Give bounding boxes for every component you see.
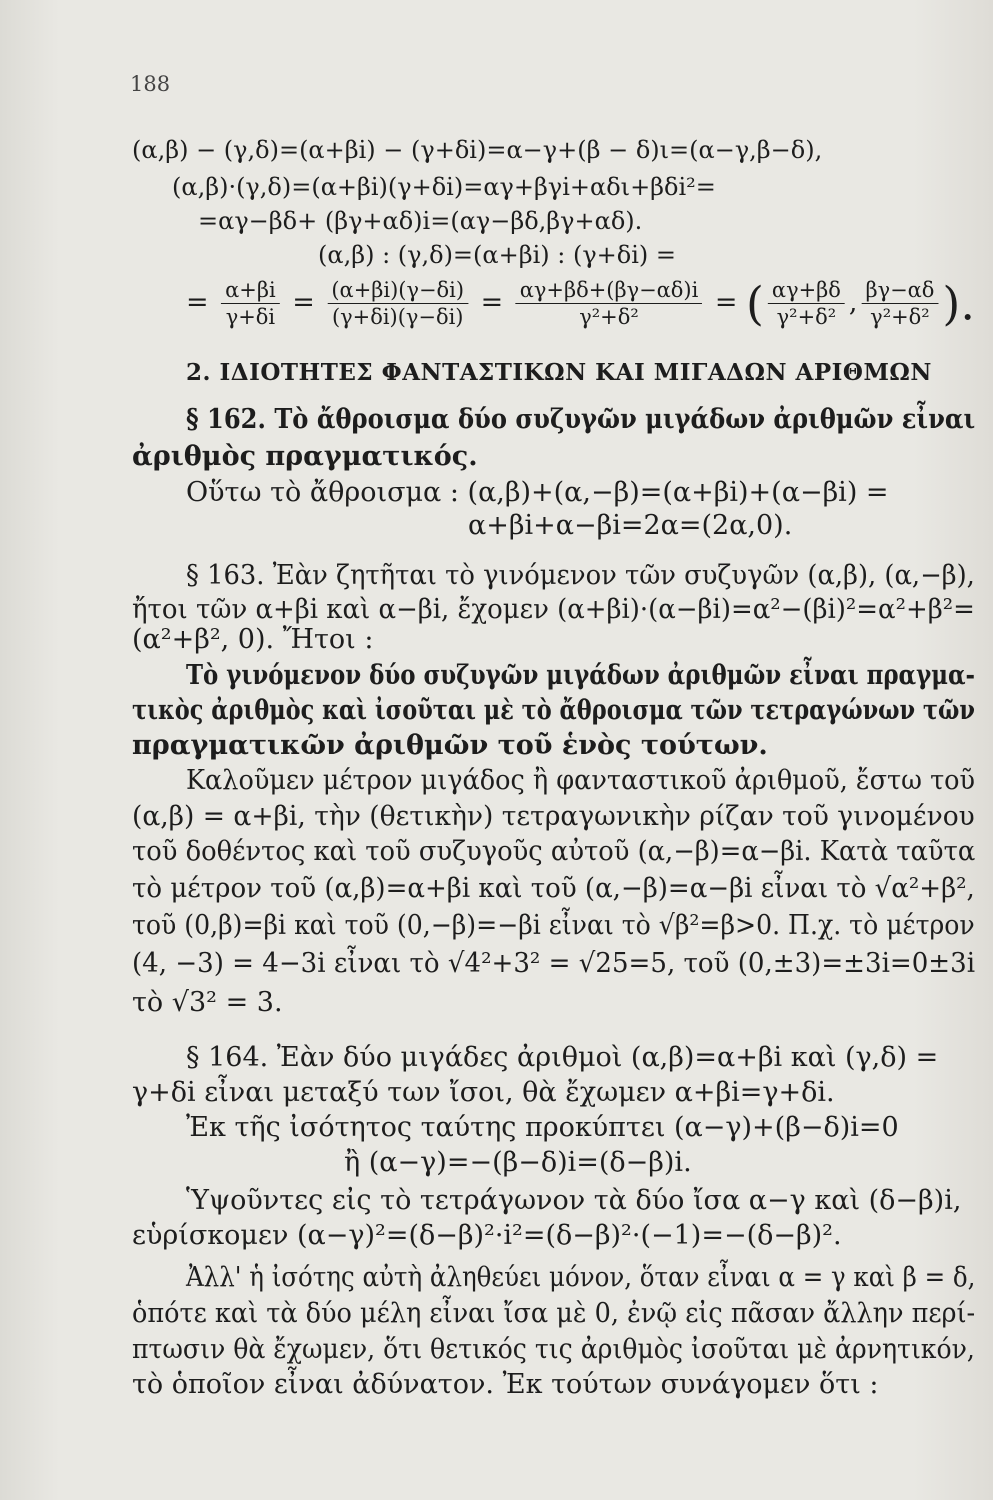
para-164-line-9: πτωσιν θὰ ἔχωμεν, ὅτι θετικός τις ἀριθμὸς ἰσοῦται μὲ ἀρνητικόν, — [132, 1334, 975, 1365]
para-164-line-10: τὸ ὁποῖον εἶναι ἀδύνατον. Ἐκ τούτων συνάγομεν ὅτι : — [132, 1369, 879, 1400]
para-162-line-3: Οὕτω τὸ ἄθροισμα : (α,β)+(α,−β)=(α+βi)+(α−βi) = — [186, 477, 889, 508]
modulus-line-3: τοῦ δοθέντος καὶ τοῦ συζυγοῦς αὐτοῦ (α,−β)=α−βi. Κατὰ ταῦτα — [132, 836, 976, 867]
modulus-line-7: τὸ √3² = 3. — [132, 987, 283, 1018]
equation-product-result: =αγ−βδ+ (βγ+αδ)i=(αγ−βδ,βγ+αδ). — [198, 207, 643, 235]
modulus-line-1: Καλοῦμεν μέτρον μιγάδος ἢ φανταστικοῦ ἀριθμοῦ, ἔστω τοῦ — [186, 765, 976, 796]
equation-division: (α,β) : (γ,δ)=(α+βi) : (γ+δi) = — [318, 241, 677, 269]
modulus-line-2: (α,β) = α+βi, τὴν (θετικὴν) τετραγωνικὴν ρίζαν τοῦ γινομένου — [132, 801, 975, 832]
comma: , — [848, 287, 858, 318]
modulus-line-5: τοῦ (0,β)=βi καὶ τοῦ (0,−β)=−βi εἶναι τὸ √β²=β>0. Π.χ. τὸ μέτρον — [132, 910, 975, 941]
para-162-line-2: ἀριθμὸς πραγματικός. — [132, 441, 478, 472]
theorem-line-3: πραγματικῶν ἀριθμῶν τοῦ ἑνὸς τούτων. — [132, 730, 768, 761]
fraction-2: $\frac{(\alpha+\beta i)(\gamma-\delta i)}{(\gamma+\delta i)(\gamma-\delta i)}$ — [327, 277, 468, 330]
para-163-line-2: ἤτοι τῶν α+βi καὶ α−βi, ἔχομεν (α+βi)·(α−βi)=α²−(βi)²=α²+β²= — [132, 594, 975, 625]
para-164-line-1: § 164. Ἐὰν δύο μιγάδες ἀριθμοὶ (α,β)=α+βi καὶ (γ,δ) = — [186, 1042, 939, 1073]
para-164-line-8: ὁπότε καὶ τὰ δύο μέλη εἶναι ἴσα μὲ 0, ἐνῷ εἰς πᾶσαν ἄλλην περί- — [132, 1298, 976, 1329]
para-164-line-4: ἢ (α−γ)=−(β−δ)i=(δ−β)i. — [344, 1147, 692, 1178]
para-163-line-1: § 163. Ἐὰν ζητῆται τὸ γινόμενον τῶν συζυγῶν (α,β), (α,−β), — [186, 560, 975, 591]
modulus-line-4: τὸ μέτρον τοῦ (α,β)=α+βi καὶ τοῦ (α,−β)=α−βi εἶναι τὸ √α²+β², — [132, 873, 975, 904]
theorem-line-2: τικὸς ἀριθμὸς καὶ ἰσοῦται μὲ τὸ ἄθροισμα τῶν τετραγώνων τῶν — [132, 695, 975, 726]
para-164-line-2: γ+δi εἶναι μεταξύ των ἴσοι, θὰ ἔχωμεν α+βi=γ+δi. — [132, 1077, 835, 1108]
equals-sign: = — [292, 287, 315, 318]
para-164-line-6: εὑρίσκομεν (α−γ)²=(δ−β)²·i²=(δ−β)²·(−1)=−(δ−β)². — [132, 1220, 842, 1251]
page-number: 188 — [130, 72, 171, 96]
para-164-line-5: Ὑψοῦντες εἰς τὸ τετράγωνον τὰ δύο ἴσα α−γ καὶ (δ−β)i, — [186, 1185, 962, 1216]
para-163-line-3: (α²+β², 0). Ἤτοι : — [132, 624, 374, 655]
para-164-line-7: Ἀλλ' ἡ ἰσότης αὐτὴ ἀληθεύει μόνον, ὅταν εἶναι α = γ καὶ β = δ, — [186, 1262, 976, 1293]
equals-sign: = — [186, 287, 209, 318]
close-paren: ). — [942, 276, 975, 331]
para-164-line-3: Ἐκ τῆς ἰσότητος ταύτης προκύπτει (α−γ)+(β−δ)i=0 — [186, 1112, 899, 1143]
equals-sign: = — [714, 287, 738, 318]
fraction-5: $\frac{\beta\gamma-\alpha\delta}{\text{γ²+δ²}}$ — [861, 277, 938, 330]
section-title: 2. ΙΔΙΟΤΗΤΕΣ ΦΑΝΤΑΣΤΙΚΩΝ ΚΑΙ ΜΙΓΑΔΩΝ ΑΡΙΘΜΩΝ — [186, 359, 932, 386]
fraction-4: $\frac{\alpha\gamma+\beta\delta}{\text{γ²+δ²}}$ — [768, 277, 845, 330]
theorem-line-1: Τὸ γινόμενον δύο συζυγῶν μιγάδων ἀριθμῶν εἶναι πραγμα- — [186, 660, 976, 691]
modulus-line-6: (4, −3) = 4−3i εἶναι τὸ √4²+3² = √25=5, τοῦ (0,±3)=±3i=0±3i — [132, 948, 976, 979]
fraction-1: $\frac{\alpha+\beta i}{\gamma+\delta i}$ — [221, 277, 280, 330]
equals-sign: = — [480, 287, 504, 318]
division-fractions — [186, 276, 975, 330]
para-162-line-4: α+βi+α−βi=2α=(2α,0). — [468, 510, 793, 541]
equation-product: (α,β)·(γ,δ)=(α+βi)(γ+δi)=αγ+βγi+αδι+βδi²= — [172, 173, 716, 201]
open-paren: ( — [746, 276, 764, 331]
fraction-3: $\frac{\alpha\gamma+\beta\delta+(\beta\gamma-\alpha\delta)i}{\text{γ²+δ²}}$ — [516, 277, 703, 330]
para-162-line-1: § 162. Τὸ ἄθροισμα δύο συζυγῶν μιγάδων ἀριθμῶν εἶναι — [186, 404, 976, 435]
equation-subtraction: (α,β) − (γ,δ)=(α+βi) − (γ+δi)=α−γ+(β − δ)ι=(α−γ,β−δ), — [132, 136, 823, 164]
